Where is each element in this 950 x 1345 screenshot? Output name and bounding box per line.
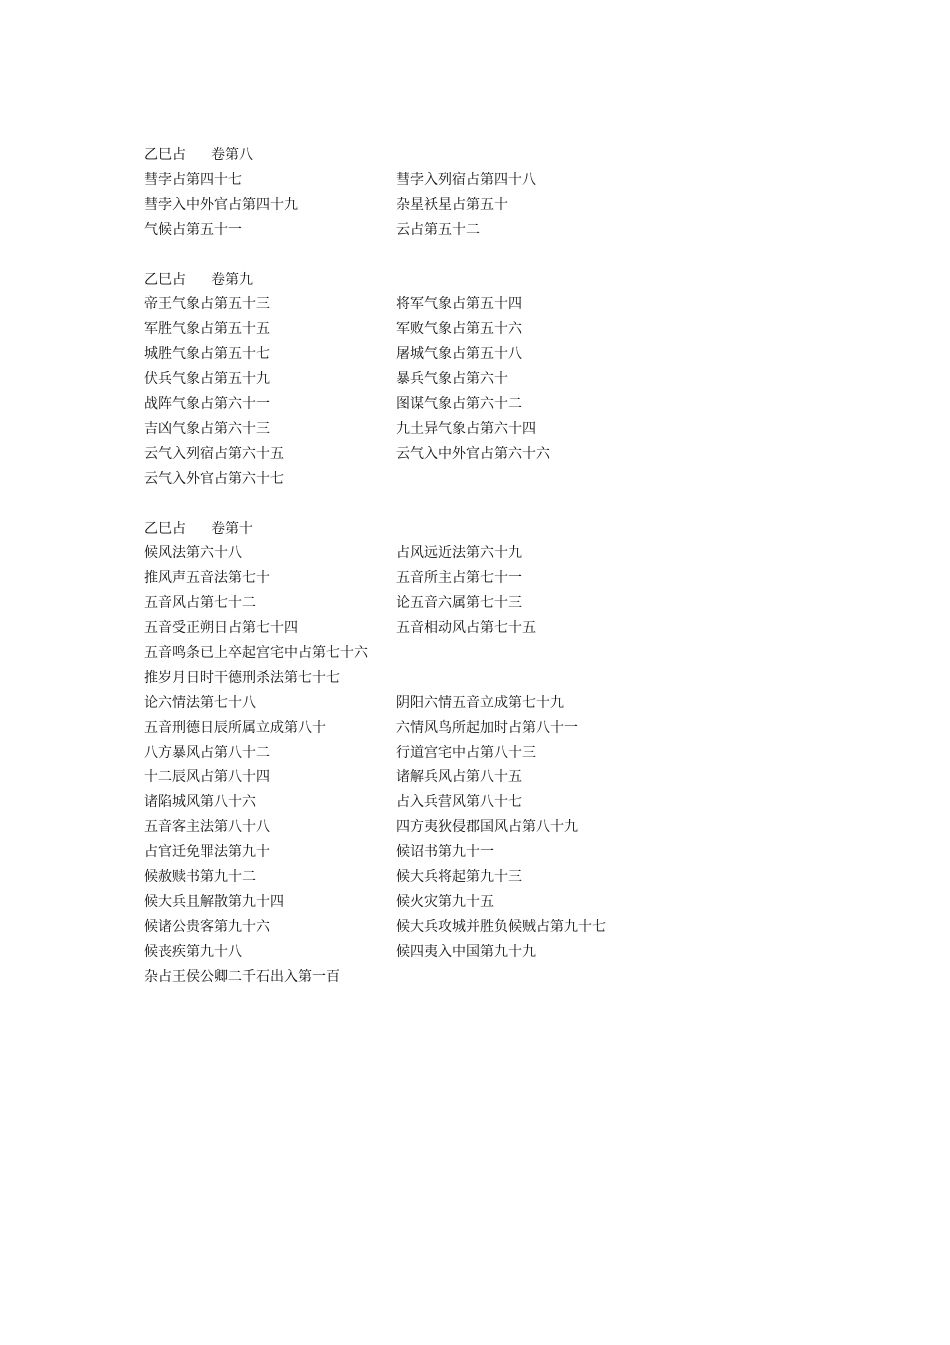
chapter-title: 候四夷入中国第九十九 — [396, 943, 536, 960]
chapter-row — [144, 641, 844, 666]
chapter-title: 诸陷城风第八十六 — [144, 794, 256, 811]
chapter-title: 军败气象占第五十六 — [396, 321, 522, 338]
chapter-title: 八方暴风占第八十二 — [144, 744, 270, 761]
chapter-title: 十二辰风占第八十四 — [144, 769, 270, 786]
chapter-title: 占官迁免罪法第九十 — [144, 844, 270, 861]
chapter-row — [144, 691, 844, 716]
chapter-title: 气候占第五十一 — [144, 221, 242, 238]
chapter-row — [144, 467, 844, 492]
chapter-title: 五音所主占第七十一 — [396, 570, 522, 587]
chapter-row — [144, 218, 844, 243]
chapter-title: 占风远近法第六十九 — [396, 545, 522, 562]
chapter-row — [144, 591, 844, 616]
chapter-title — [396, 467, 844, 492]
chapter-title: 云气入外官占第六十七 — [144, 470, 284, 487]
chapter-row — [144, 915, 844, 940]
chapter-title: 五音鸣条已上卒起宫宅中占第七十六 — [144, 645, 368, 662]
chapter-row — [144, 442, 844, 467]
chapter-title: 帝王气象占第五十三 — [144, 296, 270, 313]
chapter-title: 军胜气象占第五十五 — [144, 321, 270, 338]
chapter-row — [144, 292, 844, 317]
chapter-title: 候风法第六十八 — [144, 545, 242, 562]
chapter-title: 候诸公贵客第九十六 — [144, 918, 270, 935]
book-title: 乙巳占 — [144, 271, 186, 288]
chapter-row — [144, 541, 844, 566]
chapter-row — [144, 790, 844, 815]
chapter-title: 候诏书第九十一 — [396, 844, 494, 861]
chapter-title: 云占第五十二 — [396, 221, 480, 238]
chapter-title: 推风声五音法第七十 — [144, 570, 270, 587]
book-title: 乙巳占 — [144, 520, 186, 537]
chapter-title: 图谋气象占第六十二 — [396, 396, 522, 413]
chapter-title: 诸解兵风占第八十五 — [396, 769, 522, 786]
chapter-title: 吉凶气象占第六十三 — [144, 420, 270, 437]
chapter-title: 四方夷狄侵郡国风占第八十九 — [396, 819, 578, 836]
chapter-title: 五音客主法第八十八 — [144, 819, 270, 836]
chapter-title: 论六情法第七十八 — [144, 694, 256, 711]
chapter-title: 杂占王侯公卿二千石出入第一百 — [144, 968, 340, 985]
volume-heading — [144, 517, 844, 542]
volume-section — [144, 143, 844, 243]
chapter-row — [144, 840, 844, 865]
chapter-title: 彗孛入列宿占第四十八 — [396, 171, 536, 188]
volume-heading — [144, 268, 844, 293]
chapter-title — [396, 641, 844, 666]
chapter-title: 五音刑德日辰所属立成第八十 — [144, 719, 326, 736]
chapter-title: 杂星袄星占第五十 — [396, 196, 508, 213]
chapter-title: 五音相动风占第七十五 — [396, 620, 536, 637]
chapter-title: 候赦赎书第九十二 — [144, 869, 256, 886]
chapter-title: 彗孛入中外官占第四十九 — [144, 196, 298, 213]
volume-heading — [144, 143, 844, 168]
book-title: 乙巳占 — [144, 147, 186, 163]
chapter-title: 暴兵气象占第六十 — [396, 371, 508, 388]
chapter-row — [144, 566, 844, 591]
chapter-title: 将军气象占第五十四 — [396, 296, 522, 313]
chapter-row — [144, 890, 844, 915]
chapter-row — [144, 865, 844, 890]
chapter-title: 推岁月日时干德刑杀法第七十七 — [144, 669, 340, 686]
chapter-title — [396, 965, 844, 990]
chapter-title: 候大兵将起第九十三 — [396, 869, 522, 886]
chapter-title: 论五音六属第七十三 — [396, 595, 522, 612]
chapter-row — [144, 317, 844, 342]
volume-section — [144, 517, 844, 990]
chapter-row — [144, 417, 844, 442]
volume-number: 卷第九 — [211, 271, 253, 288]
chapter-row — [144, 965, 844, 990]
chapter-row — [144, 815, 844, 840]
volume-number: 卷第八 — [211, 147, 253, 163]
chapter-row — [144, 193, 844, 218]
chapter-row — [144, 940, 844, 965]
chapter-title: 战阵气象占第六十一 — [144, 396, 270, 413]
chapter-row — [144, 616, 844, 641]
chapter-row — [144, 716, 844, 741]
chapter-title: 六情风鸟所起加时占第八十一 — [396, 719, 578, 736]
table-of-contents — [144, 143, 844, 990]
chapter-row — [144, 741, 844, 766]
chapter-title: 候火灾第九十五 — [396, 893, 494, 910]
chapter-title: 行道宫宅中占第八十三 — [396, 744, 536, 761]
chapter-title: 九土异气象占第六十四 — [396, 420, 536, 437]
chapter-row — [144, 392, 844, 417]
chapter-title: 屠城气象占第五十八 — [396, 346, 522, 363]
chapter-title: 候大兵且解散第九十四 — [144, 893, 284, 910]
chapter-row — [144, 367, 844, 392]
chapter-row — [144, 666, 844, 691]
chapter-row — [144, 168, 844, 193]
chapter-title: 云气入中外官占第六十六 — [396, 445, 550, 462]
chapter-row — [144, 342, 844, 367]
chapter-title: 阴阳六情五音立成第七十九 — [396, 694, 564, 711]
chapter-title: 五音受正朔日占第七十四 — [144, 620, 298, 637]
chapter-title: 五音风占第七十二 — [144, 595, 256, 612]
chapter-title: 城胜气象占第五十七 — [144, 346, 270, 363]
chapter-title: 候丧疾第九十八 — [144, 943, 242, 960]
chapter-title — [396, 666, 844, 691]
chapter-title: 占入兵营风第八十七 — [396, 794, 522, 811]
chapter-title: 候大兵攻城并胜负候贼占第九十七 — [396, 918, 606, 935]
chapter-title: 伏兵气象占第五十九 — [144, 371, 270, 388]
chapter-title: 彗孛占第四十七 — [144, 171, 242, 188]
volume-number: 卷第十 — [211, 520, 253, 537]
volume-section — [144, 268, 844, 492]
chapter-row — [144, 765, 844, 790]
chapter-title: 云气入列宿占第六十五 — [144, 445, 284, 462]
